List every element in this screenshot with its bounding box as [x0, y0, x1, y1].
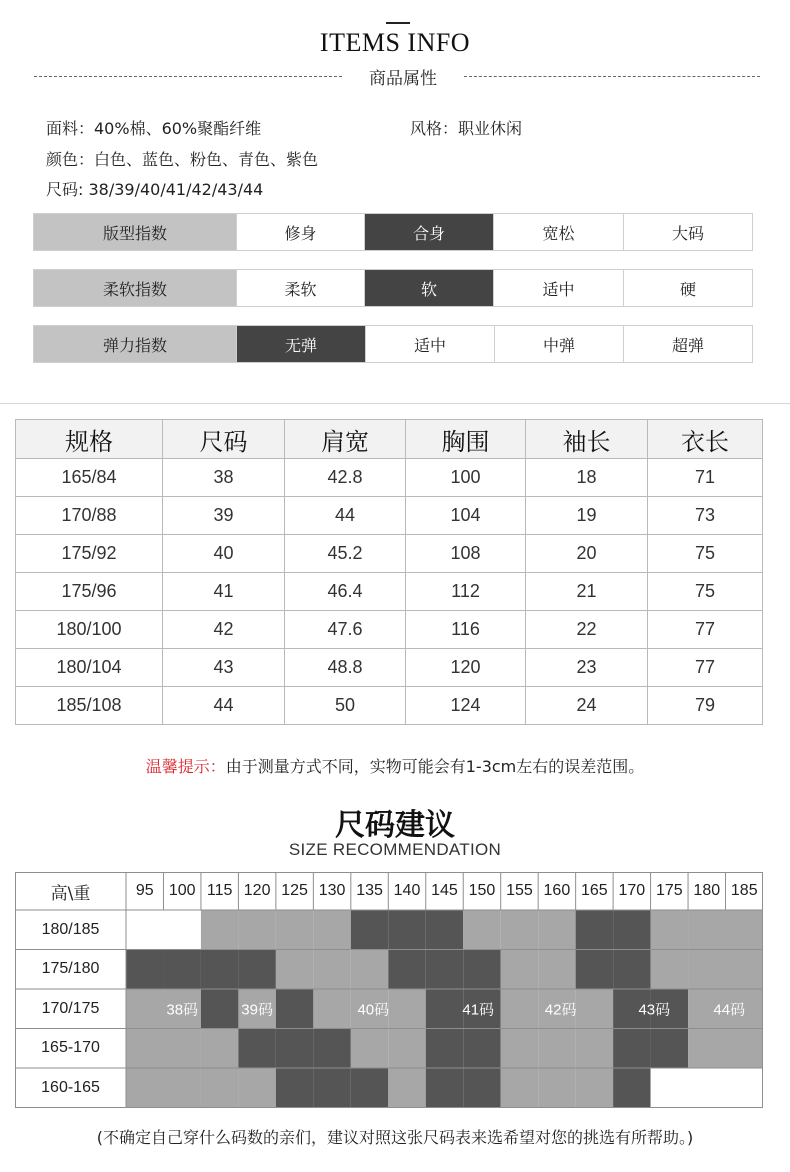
fit-option-slim: 修身: [236, 214, 364, 250]
stretch-option-mid-stretch: 中弹: [494, 326, 623, 362]
header-rule-right: [464, 76, 760, 77]
header-accent-dash: [386, 22, 410, 24]
weight-header: 120: [243, 882, 271, 899]
weight-header: 175: [655, 882, 683, 899]
cell-length: 77: [648, 649, 763, 687]
cell-sleeve: 18: [526, 459, 648, 497]
fit-index-row: [33, 213, 753, 251]
weight-header: 160: [543, 882, 571, 899]
color-info: 颜色：白色、蓝色、粉色、青色、紫色: [46, 150, 319, 169]
height-row-label: 170/175: [41, 999, 100, 1017]
cell-sleeve: 21: [526, 573, 648, 611]
section-title: ITEMS INFO: [319, 28, 471, 57]
softness-option-soft: 软: [364, 270, 493, 306]
fit-option-loose: 宽松: [493, 214, 623, 250]
table-row: [16, 649, 763, 687]
cell-length: 75: [648, 573, 763, 611]
weight-header: 150: [468, 882, 496, 899]
cell-shoulder: 47.6: [285, 611, 406, 649]
cell-sleeve: 20: [526, 535, 648, 573]
table-row: [16, 535, 763, 573]
size-info: 尺码: 38/39/40/41/42/43/44: [46, 180, 264, 199]
size-zone-label: 43码: [638, 1001, 671, 1019]
header-sleeve: 袖长: [526, 420, 648, 459]
header-chest: 胸围: [406, 420, 526, 459]
cell-size: 41: [163, 573, 285, 611]
cell-shoulder: 42.8: [285, 459, 406, 497]
fit-option-regular: 合身: [364, 214, 493, 250]
cell-length: 73: [648, 497, 763, 535]
table-row: [16, 687, 763, 725]
recommendation-title: 尺码建议: [335, 808, 455, 843]
stretch-index-label: 弹力指数: [34, 326, 236, 362]
height-row-label: 175/180: [41, 960, 100, 978]
cell-spec: 165/84: [16, 459, 163, 497]
size-zone-label: 38码: [166, 1001, 199, 1019]
size-zone-label: 42码: [544, 1001, 577, 1019]
cell-size: 38: [163, 459, 285, 497]
cell-sleeve: 23: [526, 649, 648, 687]
table-row: [16, 611, 763, 649]
style-info: 风格：职业休闲: [410, 119, 523, 138]
cell-shoulder: 44: [285, 497, 406, 535]
size-table-header-row: [16, 420, 763, 459]
cell-spec: 180/100: [16, 611, 163, 649]
header-spec: 规格: [16, 420, 163, 459]
header-shoulder: 肩宽: [285, 420, 406, 459]
weight-header: 115: [206, 882, 233, 899]
cell-spec: 175/96: [16, 573, 163, 611]
cell-shoulder: 46.4: [285, 573, 406, 611]
grid-labels: [15, 872, 763, 1108]
weight-header: 130: [318, 882, 346, 899]
size-zone-label: 44码: [713, 1001, 746, 1019]
cell-chest: 124: [406, 687, 526, 725]
softness-index-row: [33, 269, 753, 307]
cell-chest: 116: [406, 611, 526, 649]
height-row-label: 165-170: [41, 1039, 100, 1057]
size-zone-label: 40码: [357, 1001, 390, 1019]
cell-chest: 112: [406, 573, 526, 611]
size-recommendation-grid: [15, 872, 763, 1108]
weight-header: 155: [506, 882, 533, 899]
weight-header: 125: [281, 882, 308, 899]
softness-option-hard: 硬: [623, 270, 752, 306]
cell-shoulder: 50: [285, 687, 406, 725]
fit-option-plus: 大码: [623, 214, 752, 250]
cell-chest: 108: [406, 535, 526, 573]
size-table: [15, 419, 763, 725]
cell-spec: 180/104: [16, 649, 163, 687]
cell-sleeve: 19: [526, 497, 648, 535]
weight-header: 185: [730, 882, 758, 899]
cell-size: 43: [163, 649, 285, 687]
notice-prefix: 温馨提示：: [145, 757, 226, 776]
weight-header: 180: [693, 882, 721, 899]
cell-sleeve: 24: [526, 687, 648, 725]
header-rule-left: [34, 76, 342, 77]
cell-size: 39: [163, 497, 285, 535]
stretch-option-super: 超弹: [623, 326, 752, 362]
weight-header: 145: [431, 882, 458, 899]
table-row: [16, 459, 763, 497]
weight-header: 100: [168, 882, 196, 899]
softness-option-very-soft: 柔软: [236, 270, 364, 306]
cell-chest: 104: [406, 497, 526, 535]
stretch-option-none: 无弹: [236, 326, 365, 362]
cell-chest: 100: [406, 459, 526, 497]
cell-size: 40: [163, 535, 285, 573]
size-zone-label: 41码: [462, 1001, 495, 1019]
cell-shoulder: 45.2: [285, 535, 406, 573]
weight-header: 170: [618, 882, 646, 899]
cell-size: 44: [163, 687, 285, 725]
softness-index-label: 柔软指数: [34, 270, 236, 306]
cell-length: 77: [648, 611, 763, 649]
stretch-index-row: [33, 325, 753, 363]
softness-option-medium: 适中: [493, 270, 623, 306]
grid-corner-label: 高\重: [50, 883, 91, 904]
cell-chest: 120: [406, 649, 526, 687]
weight-header: 140: [393, 882, 421, 899]
height-row-label: 160-165: [41, 1078, 100, 1096]
cell-sleeve: 22: [526, 611, 648, 649]
height-row-label: 180/185: [41, 920, 100, 938]
size-zone-label: 39码: [241, 1001, 273, 1019]
weight-header: 165: [581, 882, 608, 899]
cell-spec: 185/108: [16, 687, 163, 725]
header-length: 衣长: [648, 420, 763, 459]
cell-length: 75: [648, 535, 763, 573]
cell-spec: 175/92: [16, 535, 163, 573]
cell-length: 79: [648, 687, 763, 725]
measurement-notice: [0, 754, 790, 777]
header-size: 尺码: [163, 420, 285, 459]
weight-header: 135: [356, 882, 383, 899]
stretch-option-medium: 适中: [365, 326, 494, 362]
cell-spec: 170/88: [16, 497, 163, 535]
recommendation-subtitle: SIZE RECOMMENDATION: [288, 840, 502, 859]
section-divider: [0, 403, 790, 404]
cell-length: 71: [648, 459, 763, 497]
cell-size: 42: [163, 611, 285, 649]
fit-index-label: 版型指数: [34, 214, 236, 250]
section-subtitle: 商品属性: [369, 69, 437, 89]
footnote: (不确定自己穿什么码数的亲们，建议对照这张尺码表来选希望对您的挑选有所帮助。): [96, 1128, 694, 1147]
table-row: [16, 497, 763, 535]
table-row: [16, 573, 763, 611]
weight-header: 95: [135, 882, 154, 899]
cell-shoulder: 48.8: [285, 649, 406, 687]
fabric-info: 面料：40%棉、60%聚酯纤维: [46, 119, 262, 138]
notice-text: 由于测量方式不同，实物可能会有1-3cm左右的误差范围。: [225, 757, 645, 776]
